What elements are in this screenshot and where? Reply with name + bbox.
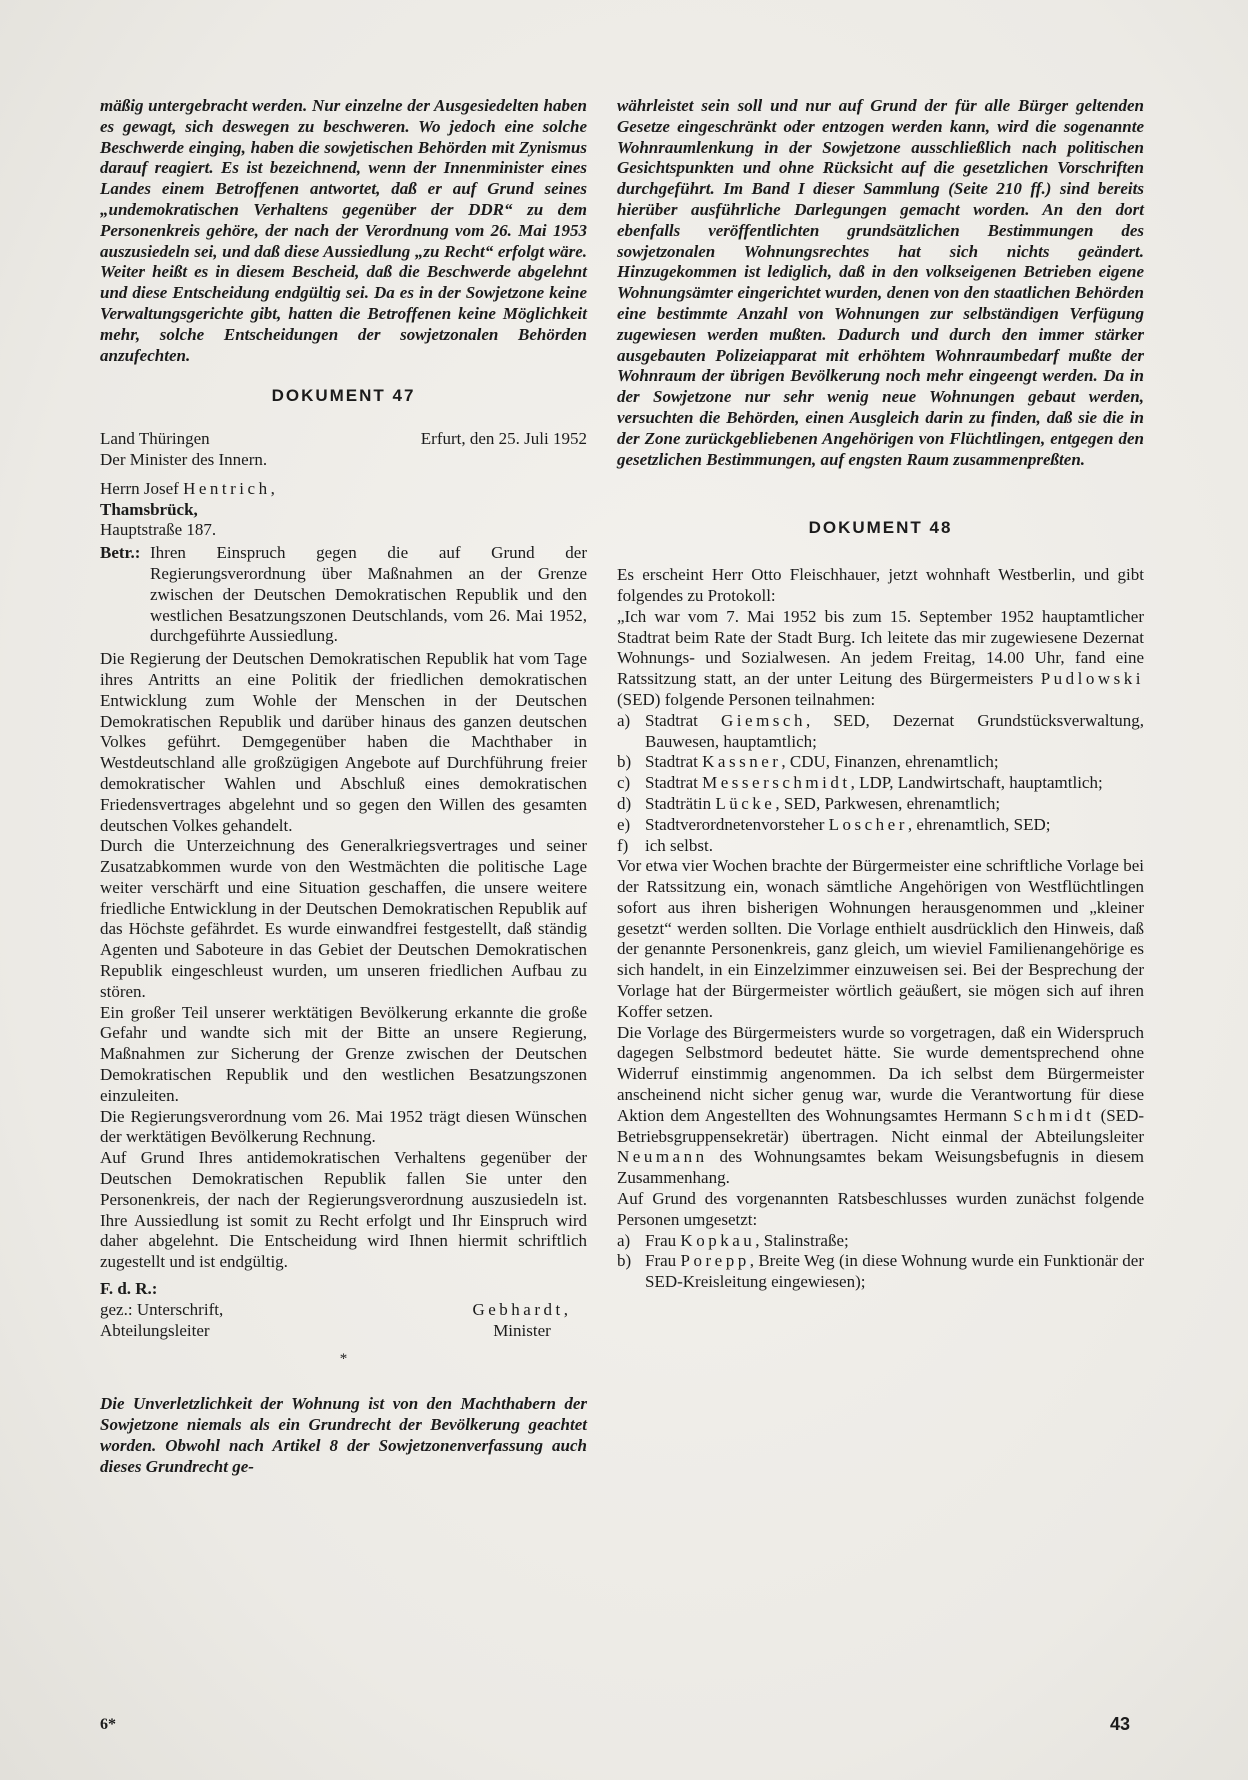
right-column <box>617 96 1144 1293</box>
protocol-paragraph-4: Auf Grund des vorgenannten Ratsbeschlusses wurden zunächst folgende Personen umgesetzt: <box>617 1189 1144 1229</box>
document-47-heading: DOKUMENT 47 <box>271 386 416 406</box>
minister-title: Minister <box>493 1320 551 1340</box>
list-item: b) Frau Porepp, Breite Weg (in diese Wohnung wurde ein Funktionär der SED-Kreisleitung eingewiesen); <box>617 1251 1145 1292</box>
left-column <box>100 96 587 1477</box>
list-item: b) Stadtrat Kassner, CDU, Finanzen, ehrenamtlich; <box>617 752 999 772</box>
signature-row-1 <box>100 1300 587 1321</box>
sender-line-1: Land Thüringen <box>100 429 210 449</box>
protocol-intro: Es erscheint Herr Otto Fleischhauer, jetzt wohnhaft Westberlin, und gibt folgendes zu Protokoll: <box>617 565 1144 605</box>
letter-paragraph-1: Die Regierung der Deutschen Demokratischen Republik hat vom Tage ihres Antritts an eine Politik der friedlichen demokratischen Entwicklung zum Wohle der Menschen in der Deutschen Demokratischen Republik und darüber hinaus des ganzen deutschen Volkes geführt. Demgegenüber haben die Machthaber in Westdeutschland alle großzügigen Angebote auf Durchführung freier demokratischer Wahlen und Abschluß eines demokratischen Friedensvertrages abgelehnt und so gegen den Willen des gesamten deutschen Volkes gehandelt. <box>100 649 587 835</box>
mayor-name: Pudlowski <box>1040 669 1145 689</box>
addressee-name: Herrn Josef Hentrich, <box>100 478 279 498</box>
addressee-street: Hauptstraße 187. <box>100 520 217 540</box>
list-item: d) Stadträtin Lücke, SED, Parkwesen, ehrenamtlich; <box>617 793 1001 813</box>
addressee-city: Thamsbrück, <box>100 499 198 519</box>
list-item: c) Stadtrat Messerschmidt, LDP, Landwirtschaft, hauptamtlich; <box>617 773 1103 793</box>
signature-mark: 6* <box>100 1716 116 1733</box>
protocol-paragraph-3: Die Vorlage des Bürgermeisters wurde so vorgetragen, daß ein Widerspruch dagegen Selbstmord bedeutet hätte. Sie wurde dementsprechend ohne Widerruf einstimmig angenommen. Da ich selbst dem Bürgermeister anscheinend nicht sicher genug war, wurde die Verantwortung für diese Aktion dem Angestellten des Wohnungsamtes Hermann Schmidt (SED-Betriebsgruppensekretär) übertragen. Nicht einmal der Abteilungsleiter Neumann des Wohnungsamtes bekam Weisungsbefugnis in diesem Zusammenhang. <box>617 1022 1145 1188</box>
signature-left-2: Abteilungsleiter <box>100 1320 210 1340</box>
subject-text: Ihren Einspruch gegen die auf Grund der Regierungsverordnung über Maßnahmen an der Grenze zwischen der Deutschen Demokratischen Republik und den westlichen Besatzungszonen Deutschlands, vom 26. Mai 1952, durchgeführte Aussiedlung. <box>150 543 587 646</box>
signature-row-2 <box>100 1321 587 1342</box>
letter-paragraph-4: Die Regierungsverordnung vom 26. Mai 1952 trägt diesen Wünschen der werktätigen Bevölkerung Rechnung. <box>100 1106 587 1147</box>
letter-date: Erfurt, den 25. Juli 1952 <box>420 429 587 449</box>
sender-line-2: Der Minister des Innern. <box>100 449 268 469</box>
left-intro-paragraph: mäßig untergebracht werden. Nur einzelne der Ausgesiedelten haben es gewagt, sich deswegen zu beschweren. Wo jedoch eine solche Beschwerde einging, haben die sowjetischen Behörden mit Zynismus darauf reagiert. Es ist bezeichnend, wenn der Innenminister eines Landes einem Betroffenen antwortet, daß er auf Grund seines „undemokratischen Verhaltens gegenüber der DDR“ zu dem Personenkreis gehöre, der nach der Verordnung vom 26. Mai 1953 auszusiedeln sei, und daß diese Aussiedlung „zu Recht“ erfolgt wäre. Weiter heißt es in diesem Bescheid, daß die Beschwerde abgelehnt und diese Entscheidung endgültig sei. Da es in der Sowjetzone keine Verwaltungsgerichte gibt, hatten die Betroffenen keine Möglichkeit mehr, solche Entscheidungen der sowjetzonalen Behörden anzufechten. <box>100 96 587 365</box>
list-item: e) Stadtverordnetenvorsteher Loscher, ehrenamtlich, SED; <box>617 814 1051 834</box>
employee-name: Schmidt <box>1013 1105 1095 1125</box>
letter-paragraph-2: Durch die Unterzeichnung des Generalkriegsvertrages und seiner Zusatzabkommen wurde von den Westmächten die politische Lage weiter verschärft und eine Situation geschaffen, die unsere weitere friedliche Entwicklung in der Deutschen Demokratischen Republik auf das Höchste gefährdet. Es wurde einwandfrei festgestellt, daß ständig Agenten und Saboteure in das Gebiet der Deutschen Demokratischen Republik eingeschleust wurden, um unseren friedlichen Aufbau zu stören. <box>100 836 587 1001</box>
list-item: a) Frau Kopkau, Stalinstraße; <box>617 1230 849 1250</box>
minister-name: Gebhardt, <box>472 1299 572 1319</box>
addressee-surname: Hentrich, <box>183 478 279 498</box>
fdr-label: F. d. R.: <box>100 1279 158 1299</box>
letter-paragraph-5: Auf Grund Ihres antidemokratischen Verhaltens gegenüber der Deutschen Demokratischen Republik fallen Sie unter den Personenkreis, der nach der Regierungsverordnung auszusiedeln ist. Ihre Aussiedlung ist somit zu Recht erfolgt und Ihr Einspruch wird daher abgelehnt. Die Entscheidung wird Ihnen hiermit schriftlich zugestellt und ist endgültig. <box>100 1148 587 1272</box>
department-head-name: Neumann <box>617 1147 708 1167</box>
subject-label: Betr.: <box>100 543 141 563</box>
section-separator-star: * <box>339 1351 348 1368</box>
signature-left-1: gez.: Unterschrift, <box>100 1299 224 1319</box>
list-item: a) Stadtrat Giemsch, SED, Dezernat Grundstücksverwaltung, Bauwesen, hauptamtlich; <box>617 710 1145 751</box>
council-members-list <box>617 711 1144 857</box>
sender-date-row <box>100 429 587 450</box>
letter-paragraph-3: Ein großer Teil unserer werktätigen Bevölkerung erkannte die große Gefahr und wandte sich mit der Bitte an unsere Regierung, Maßnahmen zur Sicherung der Grenze zwischen der Deutschen Demokratischen Republik und den westlichen Besatzungszonen einzuleiten. <box>100 1002 587 1105</box>
relocated-persons-list <box>617 1231 1144 1293</box>
right-intro-paragraph: währleistet sein soll und nur auf Grund der für alle Bürger geltenden Gesetze eingeschränkt oder entzogen werden kann, wird die sogenannte Wohnraumlenkung in der Sowjetzone ausschließlich nach politischen Gesichtspunkten und ohne Rücksicht auf die gesetzlichen Vorschriften durchgeführt. Im Band I dieser Sammlung (Seite 210 ff.) sind bereits hierüber ausführliche Darlegungen gemacht worden. An den dort ebenfalls veröffentlichten grundsätzlichen Bestimmungen des sowjetzonalen Wohnungsrechtes hat sich nichts geändert. Hinzugekommen ist lediglich, daß in den volkseigenen Betrieben eigene Wohnungsämter eingerichtet wurden, denen von den staatlichen Behörden eine bestimmte Anzahl von Wohnungen zur selbständigen Verfügung zugewiesen werden mußten. Dadurch und durch den immer stärker ausgebauten Polizeiapparat mit erhöhtem Wohnraumbedarf mußte der Wohnraum der übrigen Bevölkerung noch mehr eingeengt werden. Da in der Sowjetzone nur sehr wenig neue Wohnungen gebaut werden, versuchten die Behörden, einen Ausgleich darin zu finden, daß sie die in der Zone zurückgebliebenen Angehörigen von Flüchtlingen, entgegen den gesetzlichen Bestimmungen, auf engsten Raum zusammenpreßten. <box>617 96 1144 469</box>
protocol-paragraph-2: Vor etwa vier Wochen brachte der Bürgermeister eine schriftliche Vorlage bei der Ratssitzung ein, wonach sämtliche Angehörigen von Westflüchtlingen sofort aus ihren bisherigen Wohnungen herausgenommen und „kleiner gesetzt“ werden sollten. Die Vorlage enthielt ausdrücklich den Hinweis, daß der genannte Personenkreis, ganz gleich, um wieviel Familienangehörige es sich handelt, in ein Einzelzimmer einzuweisen sei. Bei der Besprechung der Vorlage hat der Bürgermeister wörtlich geäußert, sie mögen sich auf ihren Koffer setzen. <box>617 856 1144 1021</box>
page-number: 43 <box>1110 1714 1131 1734</box>
left-outro-paragraph: Die Unverletzlichkeit der Wohnung ist von den Machthabern der Sowjetzone niemals als ein Grundrecht der Bevölkerung geachtet worden. Obwohl nach Artikel 8 der Sowjetzonenverfassung auch dieses Grundrecht ge- <box>100 1394 587 1476</box>
list-item: f) ich selbst. <box>617 835 713 855</box>
protocol-paragraph-1: „Ich war vom 7. Mai 1952 bis zum 15. September 1952 hauptamtlicher Stadtrat beim Rate der Stadt Burg. Ich leitete das mir zugewiesene Dezernat Wohnungs- und Sozialwesen. An jedem Freitag, 14.00 Uhr, fand eine Ratssitzung statt, an der unter Leitung des Bürgermeisters Pudlowski (SED) folgende Personen teilnahmen: <box>617 606 1145 709</box>
subject-block <box>100 543 587 647</box>
document-48-heading: DOKUMENT 48 <box>808 518 953 538</box>
